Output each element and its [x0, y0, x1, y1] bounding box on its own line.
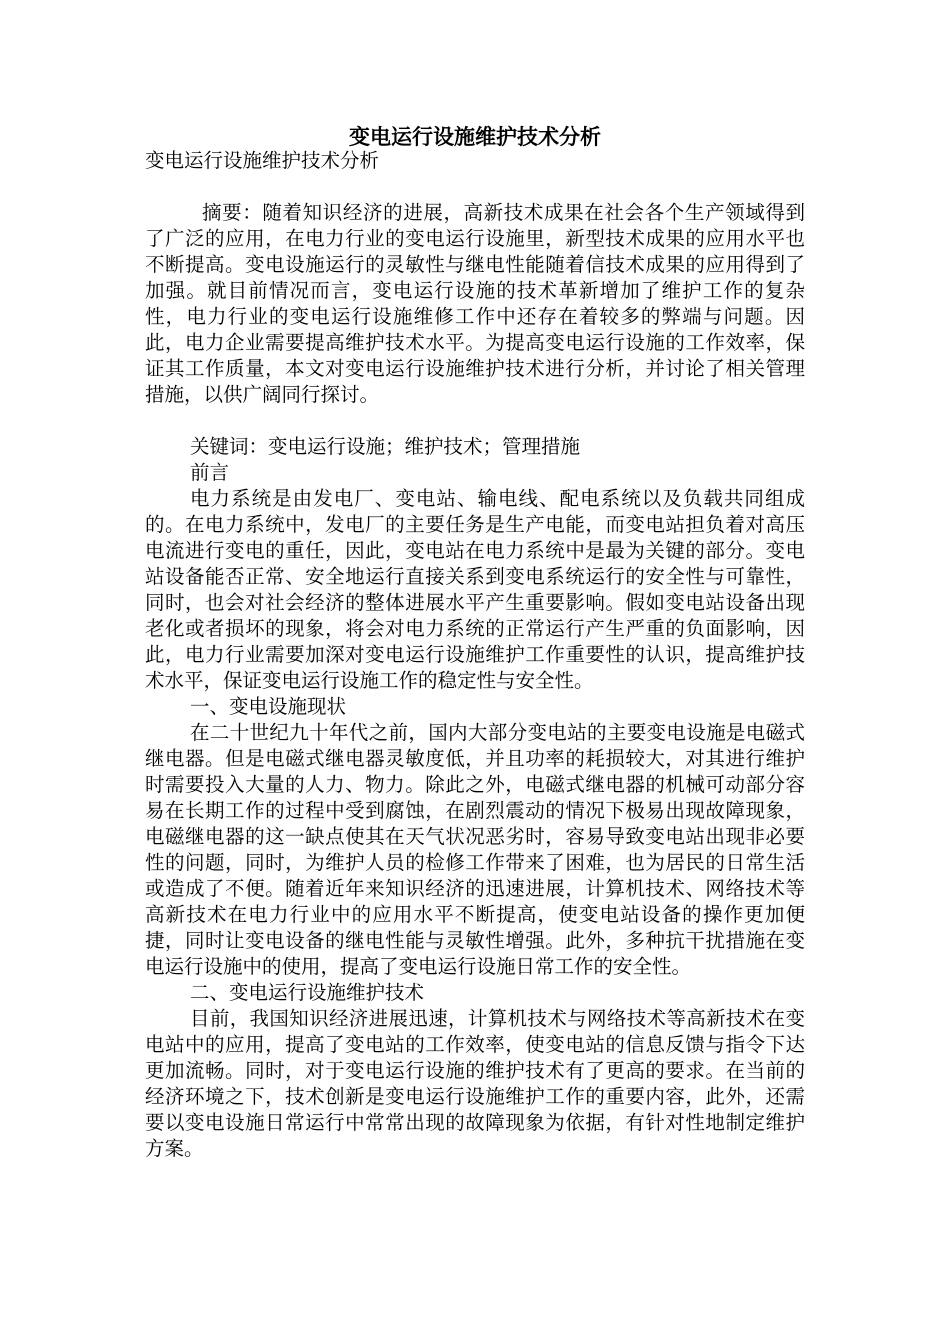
- blank-line: [145, 174, 805, 200]
- section1-heading: 一、变电设施现状: [190, 695, 347, 718]
- section2-heading: 二、变电运行设施维护技术: [190, 981, 425, 1004]
- document-subtitle: 变电运行设施维护技术分析: [145, 149, 380, 172]
- abstract-paragraph: 摘要：随着知识经济的进展，高新技术成果在社会各个生产领域得到了广泛的应用，在电力行业的变电运行设施里，新型技术成果的应用水平也不断提高。变电设施运行的灵敏性与继电性能随着信技术成果的应用得到了加强。就目前情况而言，变电运行设施的技术革新增加了维护工作的复杂性，电力行业的变电运行设施维修工作中还存在着较多的弊端与问题。因此，电力企业需要提高维护技术水平。为提高变电运行设施的工作效率，保证其工作质量，本文对变电运行设施维护技术进行分析，并讨论了相关管理措施，以供广阔同行探讨。: [145, 201, 805, 406]
- document-title: 变电运行设施维护技术分析: [349, 124, 601, 149]
- keywords-line: 关键词：变电运行设施；维护技术；管理措施: [190, 435, 581, 458]
- section2-paragraph: 目前，我国知识经济进展迅速，计算机技术与网络技术等高新技术在变电站中的应用，提高了变电站的工作效率，使变电站的信息反馈与指令下达更加流畅。同时，对于变电运行设施的维护技术有了更高的要求。在当前的经济环境之下，技术创新是变电运行设施维护工作的重要内容，此外，还需要以变电设施日常运行中常常出现的故障现象为依据，有针对性地制定维护方案。: [145, 1007, 805, 1160]
- foreword-heading: 前言: [190, 461, 230, 484]
- document-body: [145, 148, 805, 1162]
- foreword-paragraph: 电力系统是由发电厂、变电站、输电线、配电系统以及负载共同组成的。在电力系统中，发电厂的主要任务是生产电能，而变电站担负着对高压电流进行变电的重任，因此，变电站在电力系统中是最为关键的部分。变电站设备能否正常、安全地运行直接关系到变电系统运行的安全性与可靠性，同时，也会对社会经济的整体进展水平产生重要影响。假如变电站设备出现老化或者损坏的现象，将会对电力系统的正常运行产生严重的负面影响，因此，电力行业需要加深对变电运行设施维护工作重要性的认识，提高维护技术水平，保证变电运行设施工作的稳定性与安全性。: [145, 487, 805, 692]
- section1-paragraph: 在二十世纪九十年代之前，国内大部分变电站的主要变电设施是电磁式继电器。但是电磁式继电器灵敏度低，并且功率的耗损较大，对其进行维护时需要投入大量的人力、物力。除此之外，电磁式继电器的机械可动部分容易在长期工作的过程中受到腐蚀，在剧烈震动的情况下极易出现故障现象，电磁继电器的这一缺点使其在天气状况恶劣时，容易导致变电站出现非必要性的问题，同时，为维护人员的检修工作带来了困难，也为居民的日常生活或造成了不便。随着近年来知识经济的迅速进展，计算机技术、网络技术等高新技术在电力行业中的应用水平不断提高，使变电站设备的操作更加便捷，同时让变电设备的继电性能与灵敏性增强。此外，多种抗干扰措施在变电运行设施中的使用，提高了变电运行设施日常工作的安全性。: [145, 721, 805, 978]
- blank-line: [145, 408, 805, 434]
